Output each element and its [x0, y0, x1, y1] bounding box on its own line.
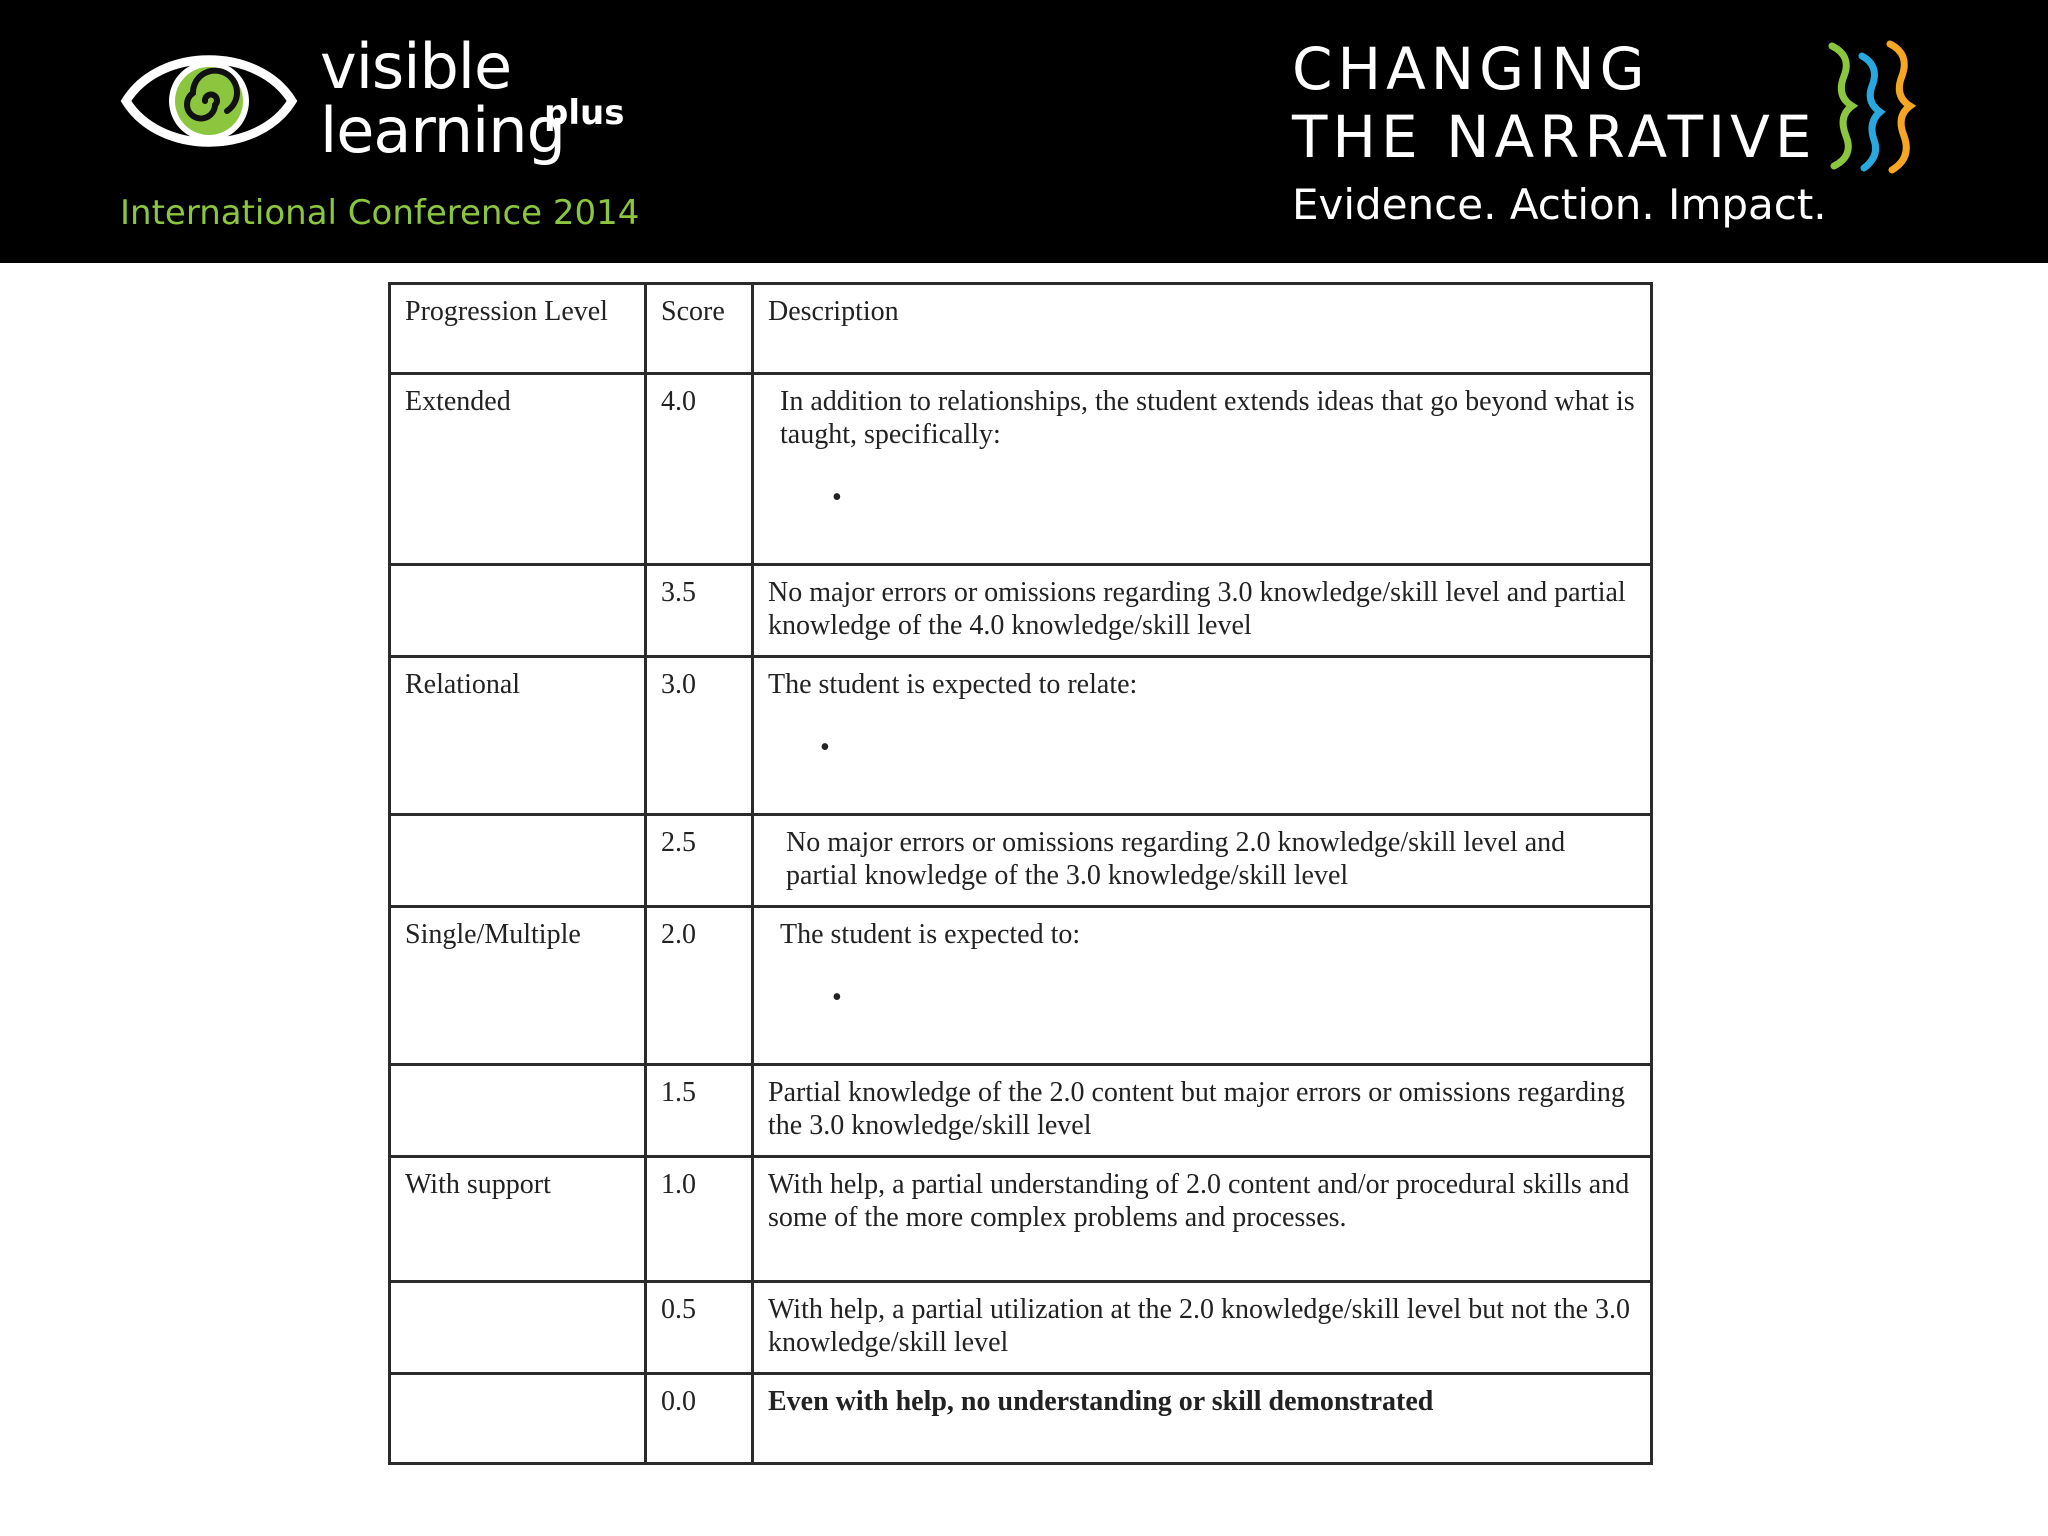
header-banner: [0, 0, 2048, 263]
table-row: [390, 1064, 1652, 1156]
score-cell: 3.5: [646, 565, 753, 657]
table-row: [390, 1281, 1652, 1373]
level-cell: Extended: [390, 374, 646, 565]
table-row: [390, 907, 1652, 1064]
description-cell: With help, a partial utilization at the 2.0 knowledge/skill level but not the 3.0 knowledge/skill level: [753, 1281, 1652, 1373]
visible-learning-logo: [120, 30, 640, 240]
header-progression-level: Progression Level: [390, 284, 646, 374]
score-cell: 1.0: [646, 1156, 753, 1281]
ctn-line-2: THE NARRATIVE: [1292, 103, 1817, 171]
table-row: [390, 657, 1652, 815]
table-row: [390, 374, 1652, 565]
table-row: [390, 1156, 1652, 1281]
level-cell: [390, 1064, 646, 1156]
description-text: In addition to relationships, the student extends ideas that go beyond what is taught, specifically:: [780, 386, 1635, 451]
description-cell: No major errors or omissions regarding 2.0 knowledge/skill level and partial knowledge of the 3.0 knowledge/skill level: [753, 815, 1652, 907]
score-cell: 3.0: [646, 657, 753, 815]
score-cell: 1.5: [646, 1064, 753, 1156]
bullet-point: •: [832, 482, 842, 514]
description-cell: Even with help, no understanding or skill demonstrated: [753, 1373, 1652, 1463]
rubric-table: [388, 282, 1653, 1465]
score-cell: 0.5: [646, 1281, 753, 1373]
logo-word-learning: learning: [320, 94, 565, 167]
score-cell: 2.0: [646, 907, 753, 1064]
conference-label: International Conference 2014: [120, 193, 640, 233]
bracket-marks-icon: [1822, 36, 1922, 176]
table-row: [390, 565, 1652, 657]
score-cell: 0.0: [646, 1373, 753, 1463]
description-cell: Partial knowledge of the 2.0 content but major errors or omissions regarding the 3.0 knowledge/skill level: [753, 1064, 1652, 1156]
level-cell: [390, 565, 646, 657]
score-cell: 4.0: [646, 374, 753, 565]
bullet-point: •: [820, 732, 830, 764]
level-cell: With support: [390, 1156, 646, 1281]
score-cell: 2.5: [646, 815, 753, 907]
eye-icon: [120, 38, 298, 164]
description-cell: [753, 374, 1652, 565]
bullet-point: •: [832, 982, 842, 1014]
description-cell: [753, 657, 1652, 815]
description-text: The student is expected to relate:: [768, 669, 1138, 701]
description-cell: No major errors or omissions regarding 3.0 knowledge/skill level and partial knowledge of the 4.0 knowledge/skill level: [753, 565, 1652, 657]
level-cell: Relational: [390, 657, 646, 815]
description-cell: With help, a partial understanding of 2.0 content and/or procedural skills and some of the more complex problems and processes.: [753, 1156, 1652, 1281]
level-cell: [390, 1373, 646, 1463]
level-cell: [390, 1281, 646, 1373]
header-description: Description: [753, 284, 1652, 374]
changing-the-narrative-logo: [1292, 36, 1932, 236]
ctn-tagline: Evidence. Action. Impact.: [1292, 180, 1827, 229]
header-score: Score: [646, 284, 753, 374]
level-cell: [390, 815, 646, 907]
table-row: [390, 815, 1652, 907]
description-text: The student is expected to:: [780, 919, 1081, 951]
description-cell: [753, 907, 1652, 1064]
table-row: [390, 1373, 1652, 1463]
level-cell: Single/Multiple: [390, 907, 646, 1064]
table-header-row: [390, 284, 1652, 374]
logo-word-plus: plus: [544, 93, 625, 133]
logo-word-visible: visible: [320, 30, 512, 103]
ctn-line-1: CHANGING: [1292, 35, 1650, 103]
